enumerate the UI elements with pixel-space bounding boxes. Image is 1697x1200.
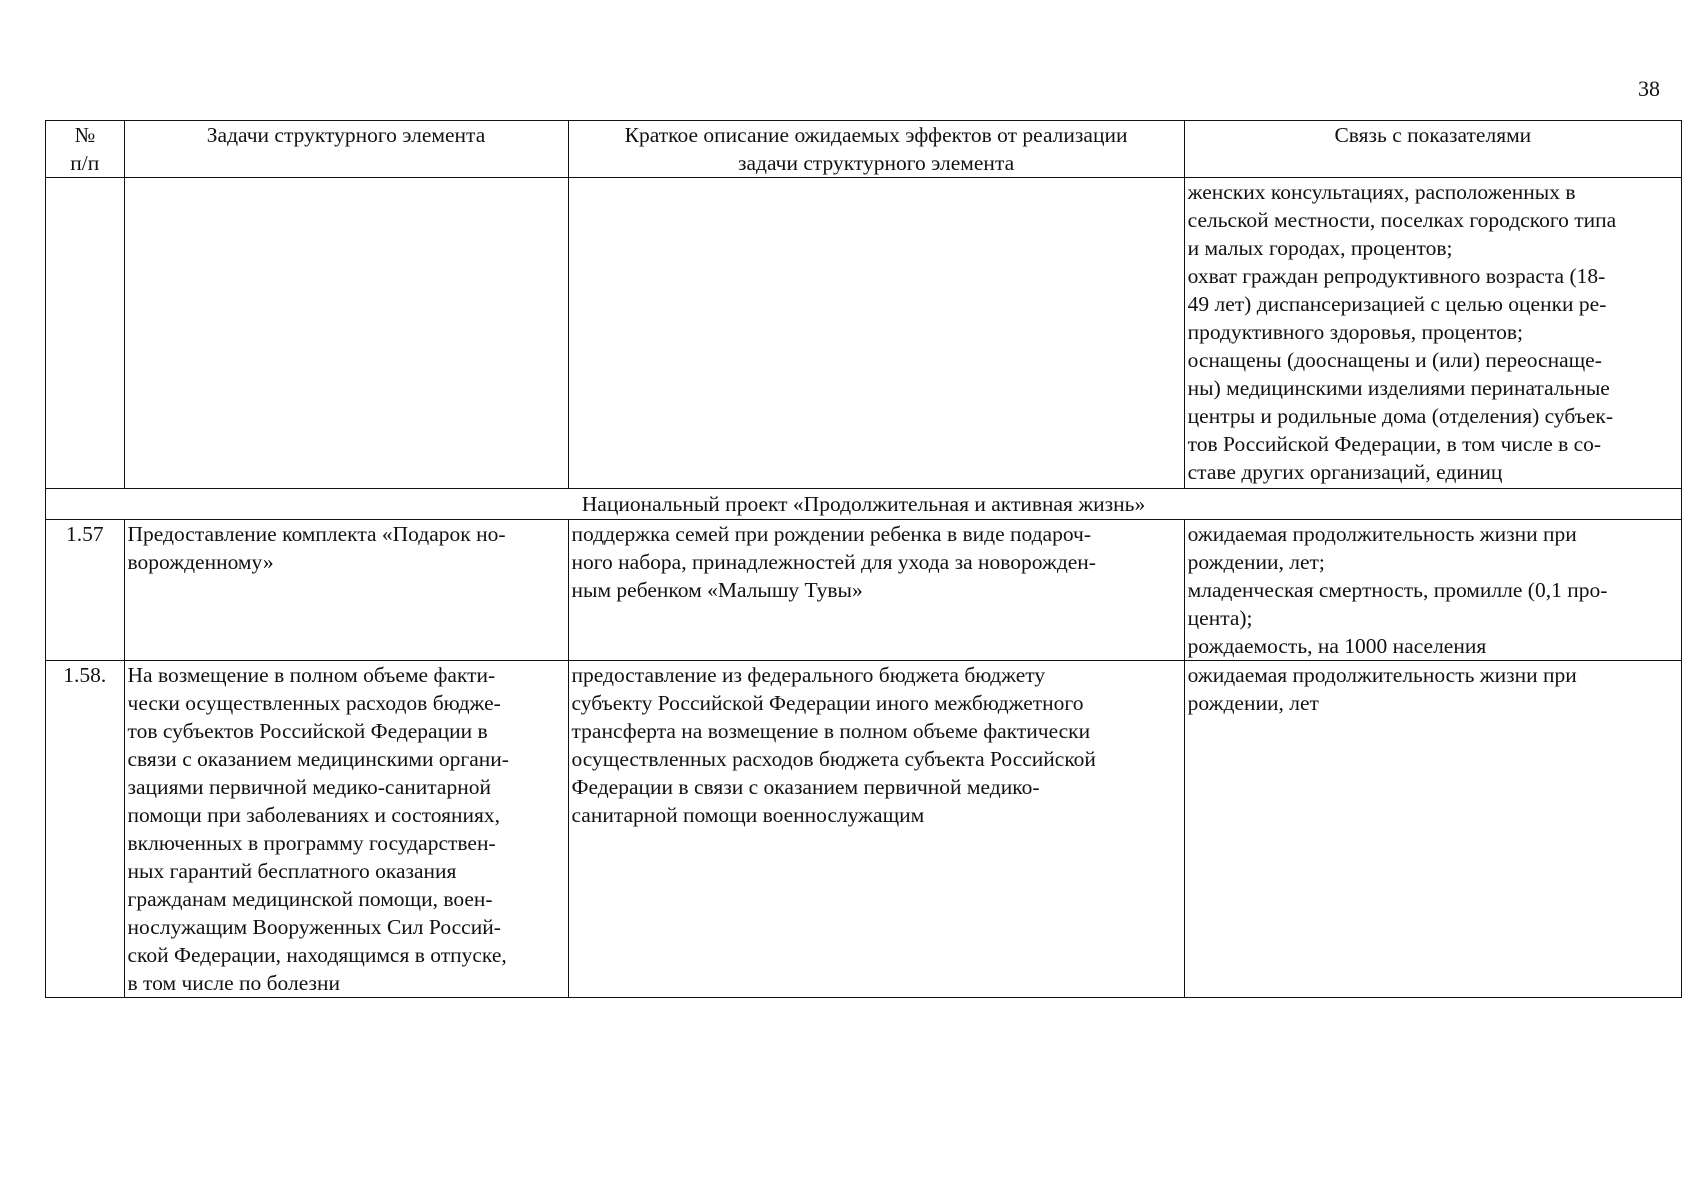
cell-task xyxy=(124,178,568,489)
text-line: ного набора, принадлежностей для ухода за новорожден- xyxy=(571,550,1096,574)
text-line: ным ребенком «Малышу Тувы» xyxy=(571,578,863,602)
cell-number xyxy=(46,178,125,489)
cell-link xyxy=(1184,520,1681,661)
header-number xyxy=(46,121,125,178)
cell-number: 1.58. xyxy=(46,661,125,998)
header-effect xyxy=(568,121,1184,178)
text-line: Федерации в связи с оказанием первичной медико- xyxy=(571,775,1040,799)
text-line: связи с оказанием медицинскими органи- xyxy=(127,747,509,771)
cell-task xyxy=(124,661,568,998)
text-line: санитарной помощи военнослужащим xyxy=(571,803,925,827)
text-line: тов Российской Федерации, в том числе в со- xyxy=(1187,432,1602,456)
text-line: Предоставление комплекта «Подарок но- xyxy=(127,522,506,546)
text-line: сельской местности, поселках городского типа xyxy=(1187,208,1617,232)
header-number-line: № xyxy=(74,123,96,147)
text-line: в том числе по болезни xyxy=(127,971,341,995)
header-link: Связь с показателями xyxy=(1184,121,1681,178)
cell-effect xyxy=(568,178,1184,489)
text-line: рождении, лет; xyxy=(1187,550,1325,574)
text-line: 49 лет) диспансеризацией с целью оценки ре- xyxy=(1187,292,1607,316)
header-number-line: п/п xyxy=(70,151,100,175)
cell-link xyxy=(1184,178,1681,489)
text-line: продуктивного здоровья, процентов; xyxy=(1187,320,1524,344)
text-line: ожидаемая продолжительность жизни при xyxy=(1187,663,1577,687)
text-line: и малых городах, процентов; xyxy=(1187,236,1453,260)
text-line: На возмещение в полном объеме факти- xyxy=(127,663,496,687)
text-line: помощи при заболеваниях и состояниях, xyxy=(127,803,501,827)
text-line: охват граждан репродуктивного возраста (18- xyxy=(1187,264,1606,288)
text-line: женских консультациях, расположенных в xyxy=(1187,180,1576,204)
cell-link xyxy=(1184,661,1681,998)
cell-number: 1.57 xyxy=(46,520,125,661)
text-line: центры и родильные дома (отделения) субъек- xyxy=(1187,404,1614,428)
text-line: ской Федерации, находящимся в отпуске, xyxy=(127,943,507,967)
text-line: младенческая смертность, промилле (0,1 про- xyxy=(1187,578,1608,602)
cell-effect xyxy=(568,520,1184,661)
text-line: рождении, лет xyxy=(1187,691,1319,715)
text-line: тов субъектов Российской Федерации в xyxy=(127,719,488,743)
text-line: гражданам медицинской помощи, воен- xyxy=(127,887,493,911)
text-line: оснащены (дооснащены и (или) переоснаще- xyxy=(1187,348,1602,372)
text-line: ожидаемая продолжительность жизни при xyxy=(1187,522,1577,546)
text-line: поддержка семей при рождении ребенка в виде подароч- xyxy=(571,522,1092,546)
table-row xyxy=(46,520,1682,661)
header-task: Задачи структурного элемента xyxy=(124,121,568,178)
text-line: цента); xyxy=(1187,606,1253,630)
text-line: зациями первичной медико-санитарной xyxy=(127,775,491,799)
text-line: ных гарантий бесплатного оказания xyxy=(127,859,457,883)
text-line: включенных в программу государствен- xyxy=(127,831,496,855)
cell-effect xyxy=(568,661,1184,998)
text-line: субъекту Российской Федерации иного межбюджетного xyxy=(571,691,1084,715)
table-row xyxy=(46,661,1682,998)
header-effect-line: Краткое описание ожидаемых эффектов от реализации xyxy=(624,123,1128,147)
cell-task xyxy=(124,520,568,661)
header-effect-line: задачи структурного элемента xyxy=(737,151,1015,175)
text-line: чески осуществленных расходов бюдже- xyxy=(127,691,501,715)
table-header-row xyxy=(46,121,1682,178)
text-line: рождаемость, на 1000 населения xyxy=(1187,634,1487,658)
text-line: трансферта на возмещение в полном объеме фактически xyxy=(571,719,1091,743)
section-title: Национальный проект «Продолжительная и активная жизнь» xyxy=(46,489,1682,520)
indicators-table xyxy=(45,120,1682,998)
text-line: осуществленных расходов бюджета субъекта Российской xyxy=(571,747,1096,771)
table-row-continuation xyxy=(46,178,1682,489)
text-line: предоставление из федерального бюджета бюджету xyxy=(571,663,1046,687)
section-row xyxy=(46,489,1682,520)
text-line: ны) медицинскими изделиями перинатальные xyxy=(1187,376,1610,400)
page-number: 38 xyxy=(1638,76,1660,101)
text-line: нослужащим Вооруженных Сил Россий- xyxy=(127,915,501,939)
text-line: ворожденному» xyxy=(127,550,274,574)
text-line: ставе других организаций, единиц xyxy=(1187,460,1503,484)
